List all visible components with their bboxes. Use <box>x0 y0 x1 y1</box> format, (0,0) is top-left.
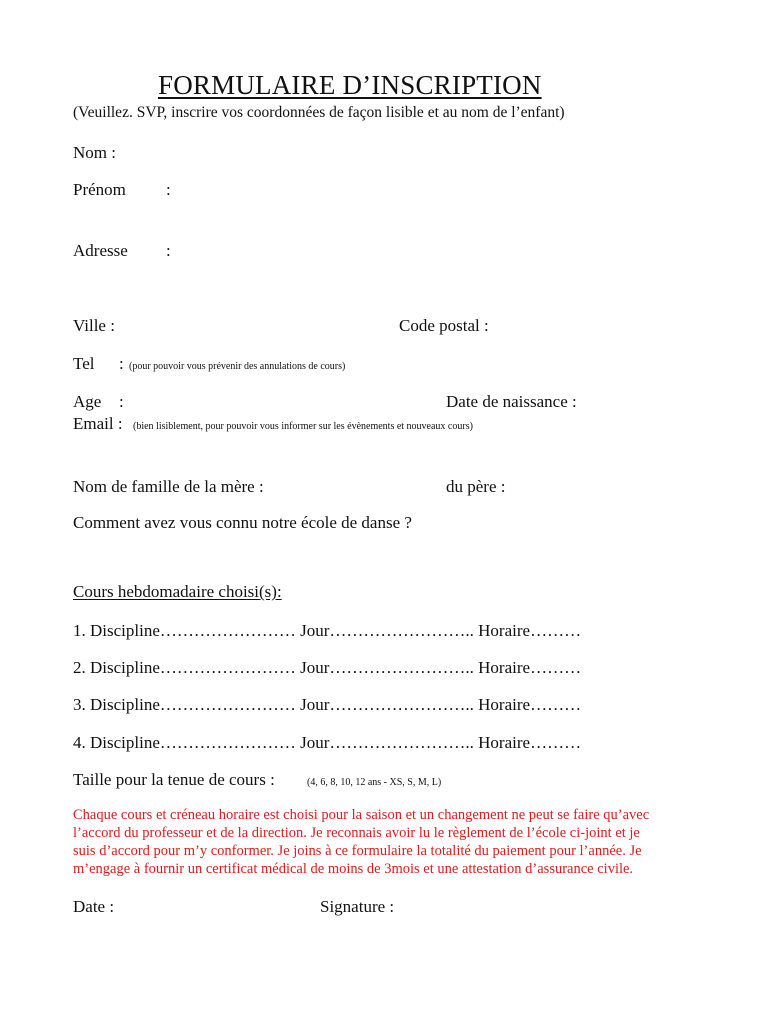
taille-label: Taille pour la tenue de cours : <box>73 770 275 789</box>
date-label: Date : <box>73 897 115 916</box>
tel-label: Tel <box>73 354 95 373</box>
tel-colon: : <box>119 354 124 373</box>
age-colon: : <box>119 392 124 411</box>
connu-field[interactable] <box>73 535 695 571</box>
legal-line-3: suis d’accord pour m’y conformer. Je joins à ce formulaire la totalité du paiement pour l’année. Je <box>73 843 642 859</box>
email-label: Email : <box>73 414 123 433</box>
nom-mere-label: Nom de famille de la mère : <box>73 477 264 496</box>
cours-heading: Cours hebdomadaire choisi(s): <box>73 582 282 601</box>
taille-note: (4, 6, 8, 10, 12 ans - XS, S, M, L) <box>307 777 442 788</box>
code-postal-label: Code postal : <box>399 316 489 335</box>
email-field[interactable] <box>73 440 695 460</box>
course-line-3[interactable]: 3. Discipline…………………… Jour…………………….. Horaire……… <box>73 695 582 714</box>
page-title: FORMULAIRE D’INSCRIPTION <box>158 70 542 100</box>
legal-line-4: m’engage à fournir un certificat médical de moins de 3mois et une attestation d’assurance civile. <box>73 861 634 877</box>
nom-pere-label: du père : <box>446 477 506 496</box>
adresse-field[interactable] <box>180 240 695 290</box>
nom-pere-field[interactable] <box>518 476 695 496</box>
course-line-1[interactable]: 1. Discipline…………………… Jour…………………….. Horaire……… <box>73 621 582 640</box>
legal-line-2: l’accord du professeur et de la direction. Je reconnais avoir lu le règlement de l’école ci-joint et je <box>73 825 640 841</box>
taille-field[interactable] <box>475 769 695 789</box>
date-field[interactable] <box>125 896 305 916</box>
code-postal-field[interactable] <box>505 315 695 335</box>
nom-mere-field[interactable] <box>285 476 435 496</box>
email-note: (bien lisiblement, pour pouvoir vous informer sur les évènements et nouveaux cours) <box>133 421 473 432</box>
adresse-colon: : <box>166 241 171 260</box>
course-line-2[interactable]: 2. Discipline…………………… Jour…………………….. Horaire……… <box>73 658 582 677</box>
tel-field[interactable] <box>395 353 695 373</box>
date-naissance-label: Date de naissance : <box>446 392 577 411</box>
nom-field[interactable] <box>135 142 695 162</box>
ville-label: Ville : <box>73 316 115 335</box>
prenom-label: Prénom <box>73 180 126 199</box>
date-naissance-field[interactable] <box>598 391 695 411</box>
age-field[interactable] <box>130 391 430 411</box>
connu-label: Comment avez vous connu notre école de danse ? <box>73 513 412 532</box>
course-line-4[interactable]: 4. Discipline…………………… Jour…………………….. Horaire……… <box>73 733 582 752</box>
nom-label: Nom : <box>73 143 116 162</box>
tel-note: (pour pouvoir vous prévenir des annulations de cours) <box>129 361 346 372</box>
age-label: Age <box>73 392 102 411</box>
ville-field[interactable] <box>125 315 385 335</box>
adresse-label: Adresse <box>73 241 128 260</box>
prenom-colon: : <box>166 180 171 199</box>
prenom-field[interactable] <box>180 179 695 199</box>
signature-field[interactable] <box>408 896 695 936</box>
signature-label: Signature : <box>320 897 395 916</box>
page-subtitle: (Veuillez. SVP, inscrire vos coordonnées de façon lisible et au nom de l’enfant) <box>73 104 565 121</box>
legal-line-1: Chaque cours et créneau horaire est choisi pour la saison et un changement ne peut se faire qu’avec <box>73 807 650 823</box>
